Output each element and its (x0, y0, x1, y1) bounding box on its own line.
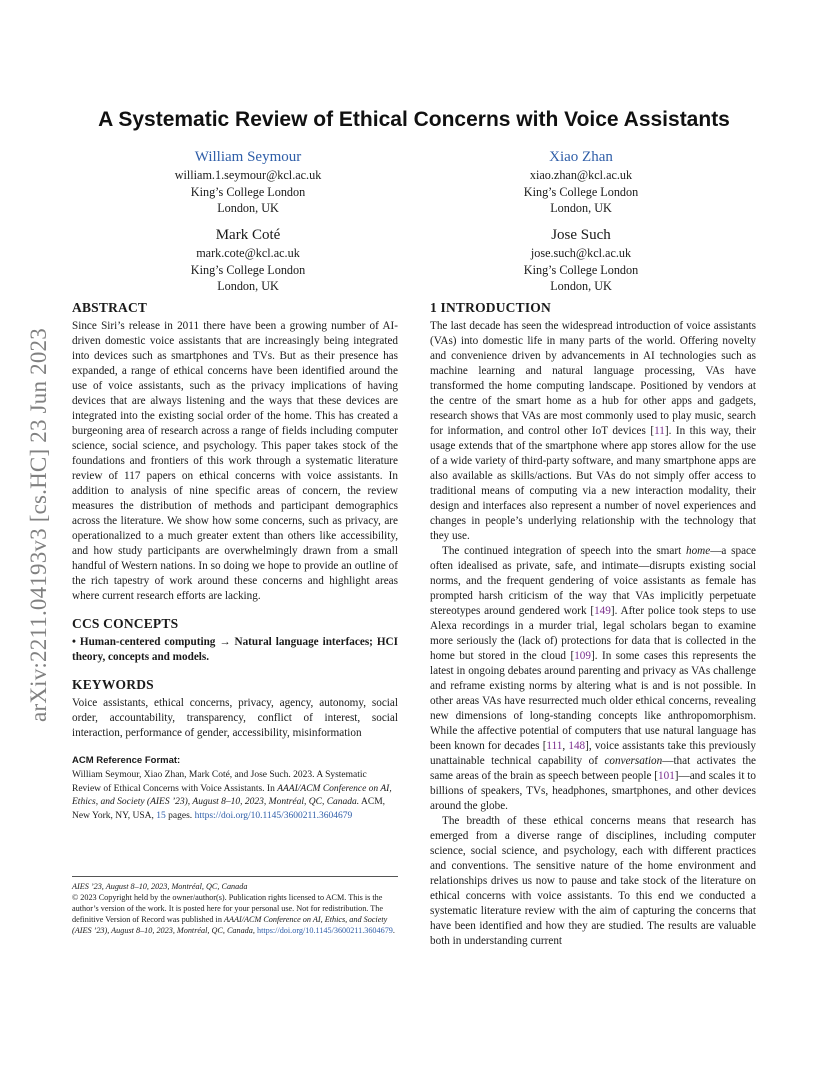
arxiv-sidebar (24, 290, 54, 760)
intro-text: —that activates the same areas of the brain as speech between people [ (430, 755, 756, 782)
introduction-heading: 1 INTRODUCTION (430, 300, 551, 315)
footnote-conference: AIES ’23, August 8–10, 2023, Montréal, QC, Canada (72, 882, 248, 891)
reference-format-text (72, 769, 398, 823)
author-email: jose.such@kcl.ac.uk (530, 246, 632, 260)
citation-link[interactable]: 109 (574, 650, 591, 662)
intro-text: ]. After police took steps to use Alexa recordings in a murder trial, legal scholars began to examine more seriously the (lack of) protections for data that is collected in the home but stored in the cloud [ (430, 605, 756, 662)
author-block (451, 147, 711, 217)
intro-text: ], voice assistants take this previously unattainable technical capability of (430, 740, 757, 767)
abstract-text: Since Siri’s release in 2011 there have been a growing number of AI-driven domestic voice assistants that are increasingly being integrated into devices such as smartphones and TVs. But as their presence has expanded, a range of ethical concerns have been identified around the use of voice assistants, such as the privacy implications of having devices that are always listening and the ways that these devices are integrated into the existing social order of the home. This has created a burgeoning area of research across a range of fields including computer science, social science, and psychology. This paper takes stock of the foundations and frontiers of this work through a systematic literature review of 117 papers on ethical concerns with voice assistants. In addition to analysis of nine specific areas of concern, the review measures the distribution of methods and participant demographics across the literature. We show how some concerns, such as privacy, are operationalized to a much greater extent than others like accessibility, and how study participants are overwhelmingly drawn from a small handful of Western nations. In so doing we hope to provide an outline of the rich tapestry of work around these concerns and highlight areas where current research efforts are lacking. (72, 320, 398, 602)
ccs-text: • Human-centered computing → Natural language interfaces; HCI theory, concepts and models. (72, 636, 398, 663)
author-name[interactable]: William Seymour (194, 149, 302, 165)
author-email: mark.cote@kcl.ac.uk (196, 246, 300, 260)
keywords-text: Voice assistants, ethical concerns, privacy, agency, autonomy, social order, accountability, transparency, conflict of interest, social interaction, performance of gender, accessibility, misinformation (72, 697, 398, 739)
footnote-copyright (72, 892, 398, 936)
footnote (72, 881, 398, 936)
author-affiliation: King’s College London (190, 184, 306, 199)
author-affiliation: King’s College London (523, 262, 639, 277)
pages-link[interactable]: 15 (156, 810, 166, 821)
author-name[interactable]: Xiao Zhan (549, 149, 613, 165)
intro-emphasis: conversation (604, 755, 663, 767)
intro-paragraph (430, 319, 756, 544)
abstract-heading: ABSTRACT (72, 300, 148, 315)
author-block (118, 147, 378, 217)
author-name: Mark Coté (215, 227, 281, 243)
right-column (430, 300, 756, 949)
citation-link[interactable]: 101 (658, 770, 675, 782)
intro-text: —a space often idealised as private, safe, and intimate—disrupts existing social norms, and the frequent gendering of voice assistants as female has prompted harsh criticism of the way that VAs implicitly perpetuate stereotypes around gendered work [ (430, 545, 756, 617)
ccs-heading: CCS CONCEPTS (72, 616, 179, 631)
paper-title: A Systematic Review of Ethical Concerns with Voice Assistants (98, 108, 730, 131)
reference-venue: AAAI/ACM Conference on AI, Ethics, and Society (AIES ’23), August 8–10, 2023, Montréal, QC, Canada. (72, 783, 392, 807)
author-location: London, UK (217, 279, 279, 293)
intro-text: ]—and scales it to billions of speakers, TVs, headphones, smartphones, and other devices around the globe. (430, 770, 756, 812)
citation-link[interactable]: 111 (546, 740, 563, 752)
intro-text: The last decade has seen the widespread introduction of voice assistants (VAs) into domestic life in many parts of the world. Offering novelty and convenience driven by advancements in AI technologies such as machine learning and natural language processing, VAs have transformed the home computing landscape. Positioned by vendors at the centre of the smart home as a hub for other apps and gadgets, research shows that VAs are most commonly used to play music, search for information, and control other IoT devices [ (430, 320, 756, 437)
intro-paragraph (430, 544, 756, 814)
left-column (72, 300, 398, 823)
footnote-divider (72, 876, 398, 877)
author-affiliation: King’s College London (190, 262, 306, 277)
author-block (118, 225, 378, 295)
doi-link[interactable]: https://doi.org/10.1145/3600211.3604679 (194, 810, 353, 821)
author-email: xiao.zhan@kcl.ac.uk (529, 168, 633, 182)
intro-text: ]. In this way, their usage extends that of the smartphone where app stores allow for the use of a wide variety of third-party software, and many smartphone apps are also available as skills/actions. But VAs do not simply offer access to traditional means of computing via a new interaction modality, their design and interfaces also represent a number of novel experiences and changes in people’s underlying relationship with the technology that they use. (430, 425, 756, 542)
citation-link[interactable]: 11 (654, 425, 665, 437)
footnote-text: , (252, 926, 257, 935)
footnote-text: © 2023 Copyright held by the owner/author(s). Publication rights licensed to ACM. This is the author’s version of the work. It is posted here for your personal use. Not for redistribution. The definitive Version of Record was published in (72, 893, 383, 924)
reference-text: William Seymour, Xiao Zhan, Mark Coté, and Jose Such. 2023. A Systematic Review of Ethical Concerns with Voice Assistants. In (72, 770, 367, 794)
footnote-text: . (392, 926, 395, 935)
author-location: London, UK (217, 201, 279, 215)
intro-text: , (562, 740, 569, 752)
author-location: London, UK (550, 201, 612, 215)
keywords-heading: KEYWORDS (72, 677, 154, 692)
intro-emphasis: home (685, 545, 711, 557)
reference-text: ACM, New York, NY, USA, (72, 797, 386, 821)
citation-link[interactable]: 149 (594, 605, 611, 617)
citation-link[interactable]: 148 (568, 740, 586, 752)
footnote-doi-link[interactable]: https://doi.org/10.1145/3600211.3604679 (256, 926, 393, 935)
author-name: Jose Such (551, 227, 611, 243)
reference-format-heading: ACM Reference Format: (72, 755, 181, 766)
intro-paragraph: The breadth of these ethical concerns means that research has emerged from a diverse range of disciplines, including computer science, social science, and psychology, each with different practices and conventions. The sensitive nature of the home environment and relationships drives us now to pause and take stock of the literature on ethical concerns with voice assistants. To this end we conducted a systematic literature review with the aim of capturing the concerns that have been identified and how they are studied. The results are valuable both in understanding current (430, 815, 756, 947)
author-affiliation: King’s College London (523, 184, 639, 199)
author-location: London, UK (550, 279, 612, 293)
author-email: william.1.seymour@kcl.ac.uk (174, 168, 322, 182)
reference-text: pages. (165, 810, 195, 821)
intro-text: The continued integration of speech into the smart (442, 545, 686, 557)
intro-text: ]. In some cases this represents the latest in ongoing debates around parenting and privacy as VAs challenge and reframe existing norms by altering what is and is not possible. In other areas VAs have resurrected much older ethical concerns, revealing new dimensions of long-standing concepts like anthropomorphism. While the affective potential of computers that use natural language has been known for decades [ (430, 650, 756, 752)
author-block (451, 225, 711, 295)
arxiv-identifier: arXiv:2211.04193v3 [cs.HC] 23 Jun 2023 (26, 328, 52, 722)
footnote-venue: AAAI/ACM Conference on AI, Ethics, and Society (AIES ’23), August 8–10, 2023, Montréal, QC, Canada (72, 915, 388, 935)
